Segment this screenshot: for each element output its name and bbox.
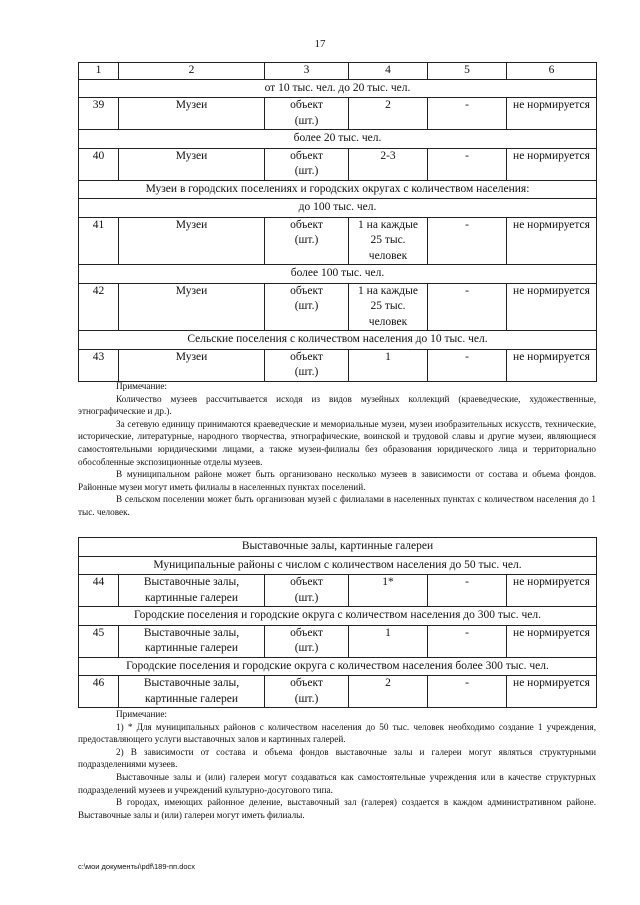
table-cell: -: [428, 283, 507, 331]
table-cell: 1 на каждые 25 тыс. человек: [349, 217, 428, 265]
table-cell: -: [428, 98, 507, 130]
section-row: [79, 556, 597, 575]
table-cell: не нормируется: [507, 283, 597, 331]
section-row: [79, 130, 597, 149]
table-cell: объект (шт.): [265, 676, 349, 708]
section-heading: более 100 тыс. чел.: [79, 265, 597, 284]
table-cell: Музеи: [119, 217, 265, 265]
note-paragraph: В городах, имеющих районное деление, выставочный зал (галерея) создается в каждом административном районе. Выставочные залы и (или) галереи могут иметь филиалы.: [78, 797, 596, 820]
table-row: [79, 676, 597, 708]
note-paragraph: Количество музеев рассчитывается исходя из видов музейных коллекций (краеведческие, художественные, этнографические и др.).: [78, 393, 596, 417]
table-cell: -: [428, 575, 507, 607]
table-cell: -: [428, 625, 507, 657]
section-heading: Городские поселения и городские округа с количеством населения более 300 тыс. чел.: [79, 657, 597, 676]
note-paragraph: В муниципальном районе может быть организовано несколько музеев в зависимости от состава и объема фондов. Районные музеи могут иметь филиалы в населенных пунктах поселений.: [78, 469, 596, 492]
section-row: [79, 79, 597, 98]
note-paragraph: 2) В зависимости от состава и объема фондов выставочные залы и галереи могут являться структурными подразделениями музеев.: [78, 746, 596, 770]
table-cell: объект (шт.): [265, 217, 349, 265]
table-cell: 1: [349, 349, 428, 381]
table-cell: не нормируется: [507, 217, 597, 265]
table-cell: Музеи: [119, 98, 265, 130]
section-row: [79, 607, 597, 626]
table-cell: 45: [79, 625, 119, 657]
table-cell: 2: [349, 98, 428, 130]
table-cell: 41: [79, 217, 119, 265]
section-row: [79, 657, 597, 676]
table-header-row: [79, 63, 597, 80]
table-cell: -: [428, 217, 507, 265]
table-row: [79, 349, 597, 381]
header-cell: 6: [507, 63, 597, 80]
table-cell: 2: [349, 676, 428, 708]
table-cell: Музеи: [119, 349, 265, 381]
table-cell: объект (шт.): [265, 575, 349, 607]
header-cell: 2: [119, 63, 265, 80]
section-row: [79, 538, 597, 557]
table-cell: -: [428, 148, 507, 180]
note-title: Примечание:: [116, 381, 167, 391]
header-cell: 4: [349, 63, 428, 80]
note-paragraph: В сельском поселении может быть организован музей с филиалами в населенных пунктах с количеством населения до 1 тыс. человек.: [78, 494, 596, 517]
table-cell: Выставочные залы, картинные галереи: [119, 575, 265, 607]
table-cell: Выставочные залы, картинные галереи: [119, 676, 265, 708]
section-heading: более 20 тыс. чел.: [79, 130, 597, 149]
table-cell: объект (шт.): [265, 283, 349, 331]
table-cell: не нормируется: [507, 349, 597, 381]
table-cell: -: [428, 676, 507, 708]
table-cell: не нормируется: [507, 676, 597, 708]
note-paragraph: 1) * Для муниципальных районов с количеством населения до 50 тыс. человек необходимо создание 1 учреждения, предоставляющего услуги выставочных залов и картинных галерей.: [78, 721, 596, 745]
table-cell: Выставочные залы, картинные галереи: [119, 625, 265, 657]
table-cell: 1: [349, 625, 428, 657]
section-heading: Музеи в городских поселениях и городских округах с количеством населения:: [79, 180, 597, 199]
header-cell: 3: [265, 63, 349, 80]
file-path-footer: c:\мои документы\pdf\189-пп.docx: [78, 862, 196, 871]
table-row: [79, 217, 597, 265]
table-cell: не нормируется: [507, 575, 597, 607]
table-cell: не нормируется: [507, 625, 597, 657]
exhibition-halls-norms-table: [78, 537, 597, 708]
table-cell: не нормируется: [507, 98, 597, 130]
table-row: [79, 148, 597, 180]
exhibition-halls-notes: [78, 708, 596, 821]
table-cell: 1*: [349, 575, 428, 607]
section-row: [79, 199, 597, 218]
section-row: [79, 331, 597, 350]
table-row: [79, 98, 597, 130]
note-paragraph: Выставочные залы и (или) галереи могут создаваться как самостоятельные учреждения или в качестве структурных подразделений музеев и учреждений культурно-досугового типа.: [78, 771, 596, 795]
table-cell: объект (шт.): [265, 349, 349, 381]
table-cell: объект (шт.): [265, 98, 349, 130]
museums-notes: [78, 380, 596, 519]
header-cell: 5: [428, 63, 507, 80]
section-heading: Выставочные залы, картинные галереи: [79, 538, 597, 557]
table-row: [79, 575, 597, 607]
table-cell: 40: [79, 148, 119, 180]
section-row: [79, 265, 597, 284]
table-cell: объект (шт.): [265, 148, 349, 180]
table-cell: 42: [79, 283, 119, 331]
table-row: [79, 283, 597, 331]
table-row: [79, 625, 597, 657]
table-cell: 46: [79, 676, 119, 708]
section-heading: от 10 тыс. чел. до 20 тыс. чел.: [79, 79, 597, 98]
table-cell: 1 на каждые 25 тыс. человек: [349, 283, 428, 331]
museums-norms-table: [78, 62, 597, 382]
table-cell: 2-3: [349, 148, 428, 180]
section-heading: до 100 тыс. чел.: [79, 199, 597, 218]
table-cell: 44: [79, 575, 119, 607]
table-cell: 43: [79, 349, 119, 381]
header-cell: 1: [79, 63, 119, 80]
section-heading: Городские поселения и городские округа с количеством населения до 300 тыс. чел.: [79, 607, 597, 626]
section-heading: Сельские поселения с количеством населения до 10 тыс. чел.: [79, 331, 597, 350]
table-cell: -: [428, 349, 507, 381]
note-paragraph: За сетевую единицу принимаются краеведческие и мемориальные музеи, музеи изобразительных искусств, технические, исторические, литературные, народного творчества, этнографические, воинской и трудовой славы и другие музеи, являющиеся самостоятельными юридическими лицами, а также музеи-филиалы без образования юридического лица и территориально обособленные экспозиционные отделы музеев.: [78, 418, 596, 467]
table-cell: объект (шт.): [265, 625, 349, 657]
section-heading: Муниципальные районы с числом с количеством населения до 50 тыс. чел.: [79, 556, 597, 575]
note-title: Примечание:: [116, 709, 167, 719]
table-cell: не нормируется: [507, 148, 597, 180]
table-cell: 39: [79, 98, 119, 130]
section-row: [79, 180, 597, 199]
page-number: 17: [314, 38, 326, 50]
table-cell: Музеи: [119, 283, 265, 331]
table-cell: Музеи: [119, 148, 265, 180]
